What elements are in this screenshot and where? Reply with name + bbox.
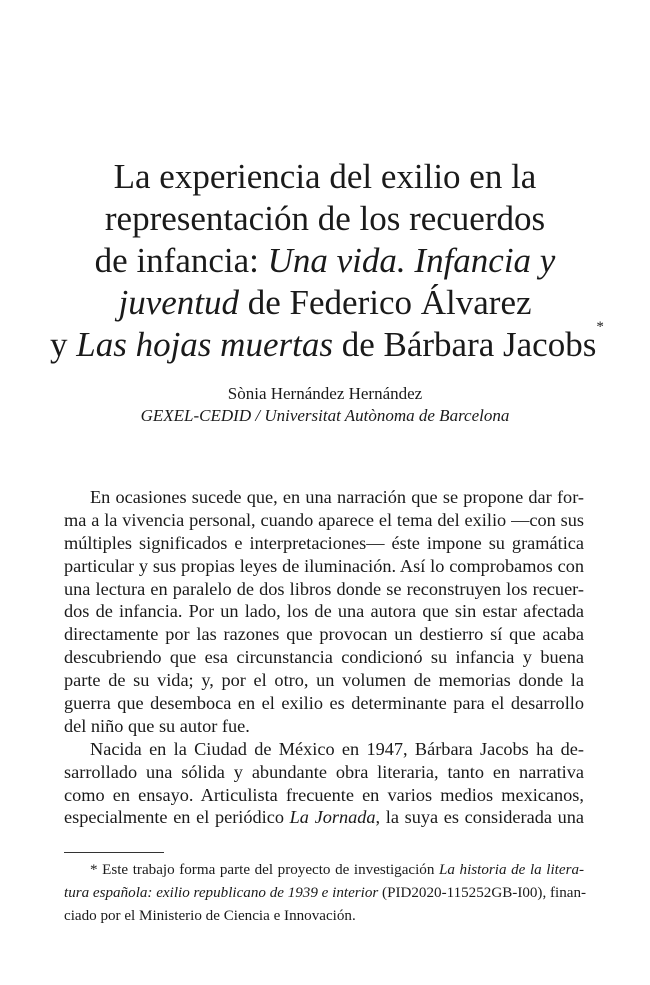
title-line: La experiencia del exilio en la [113, 157, 537, 196]
title-italic-text: Las hojas muertas [76, 325, 333, 364]
paragraph-line: particular y sus propias leyes de iluminación. Así lo comprobamos con [64, 555, 584, 576]
paragraph-line: ma a la vivencia personal, cuando aparece el tema del exilio —con sus [64, 509, 584, 530]
paragraph-line: descubriendo que esa circunstancia condicionó su infancia y buena [64, 647, 584, 668]
footnote-marker[interactable]: * [596, 319, 604, 335]
footnote [64, 860, 587, 929]
author-name: Sònia Hernández Hernández [227, 384, 423, 403]
title-text: de Federico Álvarez [239, 283, 532, 322]
title-line [50, 319, 604, 366]
title-italic-text: juventud [118, 283, 240, 322]
chapter-title [50, 156, 604, 366]
paragraph-line: una lectura en paralelo de dos libros donde se reconstruyen los recuer- [64, 578, 584, 599]
line-text: especialmente en el periódico [64, 807, 290, 828]
newspaper-title: La Jornada [289, 807, 376, 828]
paragraph-line: dos de infancia. Por un lado, los de una autora que sin estar afectada [64, 601, 584, 622]
footnote-line [64, 883, 587, 906]
author-affiliation: GEXEL-CEDID / Universitat Autònoma de Barcelona [140, 406, 510, 425]
paragraph-line: parte de su vida; y, por el otro, un volumen de memorias donde la [64, 670, 584, 691]
footnote-italic-text: tura española: exilio republicano de 1939 e interior [64, 884, 379, 901]
title-text: de Bárbara Jacobs [332, 325, 597, 364]
paragraph-line: guerra que desemboca en el exilio es determinante para el desarrollo [64, 693, 584, 714]
footnote-text: (PID2020-115252GB-I00), finan- [378, 884, 587, 901]
title-line [50, 282, 600, 324]
paragraph-line: directamente por las razones que provocan un destierro sí que acaba [64, 624, 584, 645]
paragraph-line: del niño que su autor fue. [64, 715, 250, 736]
paragraph-line: En ocasiones sucede que, en una narración que se propone dar for- [90, 487, 584, 507]
title-line: representación de los recuerdos [104, 199, 546, 238]
footnote-divider [64, 852, 164, 853]
paragraph-line: Nacida en la Ciudad de México en 1947, Bárbara Jacobs ha de- [90, 738, 584, 759]
footnote-line: ciado por el Ministerio de Ciencia e Innovación. [64, 907, 356, 924]
title-line [50, 240, 600, 282]
title-text: de infancia: [94, 241, 268, 280]
title-text: y [50, 325, 77, 364]
title-italic-text: Una vida. Infancia y [267, 241, 556, 280]
paragraph-line [64, 806, 584, 829]
paragraph-line: múltiples significados e interpretaciones— éste impone su gramática [64, 532, 584, 553]
paragraph-line: como en ensayo. Articulista frecuente en varios medios mexicanos, [64, 784, 584, 805]
line-text: , la suya es considerada una [375, 807, 585, 828]
footnote-italic-text: La historia de la litera- [439, 862, 585, 878]
body-text [64, 486, 584, 829]
paragraph-line: sarrollado una sólida y abundante obra literaria, tanto en narrativa [64, 761, 584, 782]
footnote-line [64, 860, 584, 883]
footnote-text: * Este trabajo forma parte del proyecto de investigación [90, 862, 439, 878]
